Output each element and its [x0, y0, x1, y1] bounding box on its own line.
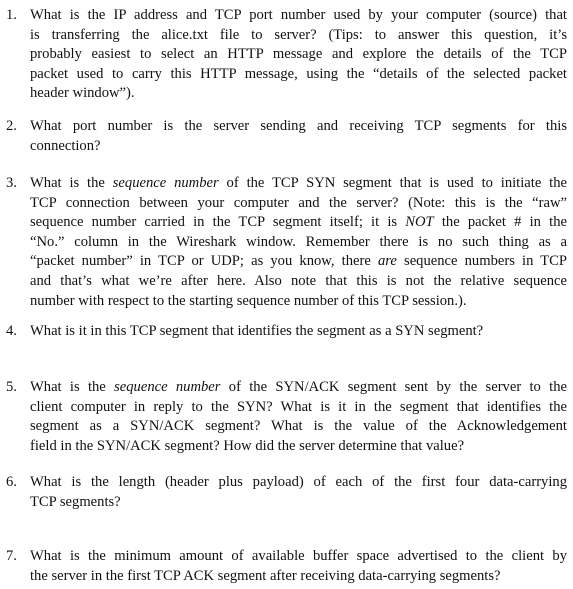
- question-text: [30, 117, 567, 156]
- text-run: What is the: [30, 379, 115, 395]
- question-number: 4.: [6, 323, 17, 339]
- question-line: What is the IP address and TCP port number used by your computer (source) that: [30, 7, 567, 23]
- question-text: [30, 547, 567, 586]
- emphasis-text: are: [377, 253, 397, 270]
- question-text: [30, 378, 567, 456]
- question-line: What is the length (header plus payload) of each of the first four data-carrying: [30, 474, 567, 490]
- question-text: [30, 322, 567, 342]
- question-line: “No.” column in the Wireshark window. Remember there is no such thing as a: [30, 233, 567, 250]
- question-number: 5.: [6, 379, 17, 395]
- text-run: of the TCP SYN segment that is used to initiate the: [218, 175, 567, 191]
- question-line: [30, 378, 567, 398]
- question-line: What port number is the server sending and receiving TCP segments for this: [30, 118, 567, 134]
- question-line: connection?: [30, 137, 101, 154]
- question-line: [30, 213, 567, 233]
- emphasis-text: sequence number: [112, 175, 219, 191]
- question-line: header window”).: [30, 85, 135, 102]
- question-line: packet used to carry this HTTP message, using the “details of the selected packet: [30, 65, 567, 82]
- question-number: 7.: [6, 548, 17, 564]
- emphasis-text: sequence number: [114, 379, 221, 395]
- text-run: “packet number” in TCP or UDP; as you know, there: [30, 253, 378, 270]
- question-text: [30, 174, 567, 311]
- question-number: 1.: [6, 7, 17, 23]
- question-line: field in the SYN/ACK segment? How did the server determine that value?: [30, 437, 465, 454]
- question-number: 3.: [6, 175, 17, 191]
- question-number: 2.: [6, 118, 17, 134]
- question-text: [30, 6, 567, 104]
- question-line: client computer in reply to the SYN? What is it in the segment that identifies the: [30, 398, 567, 415]
- question-line: segment as a SYN/ACK segment? What is the value of the Acknowledgement: [30, 418, 567, 435]
- question-line: is transferring the alice.txt file to server? (Tips: to answer this question, it’s: [30, 26, 567, 43]
- question-line: [30, 174, 567, 194]
- question-line: and that’s what we’re after here. Also note that this is not the relative sequence: [30, 272, 567, 289]
- text-run: sequence numbers in TCP: [396, 253, 567, 270]
- question-line: What is the minimum amount of available buffer space advertised to the client by: [30, 548, 567, 564]
- question-line: [30, 252, 567, 272]
- question-text: [30, 473, 567, 512]
- text-run: What is the: [30, 175, 113, 191]
- question-number: 6.: [6, 474, 17, 490]
- question-line: What is it in this TCP segment that identifies the segment as a SYN segment?: [30, 323, 484, 339]
- text-run: sequence number carried in the TCP segment itself; it is: [30, 214, 406, 231]
- text-run: of the SYN/ACK segment sent by the server to the: [220, 379, 567, 395]
- question-line: probably easiest to select an HTTP message and explore the details of the TCP: [30, 46, 567, 63]
- text-run: the packet # in the: [433, 214, 567, 231]
- emphasis-text: NOT: [405, 214, 434, 231]
- question-line: number with respect to the starting sequence number of this TCP session.).: [30, 292, 467, 309]
- question-line: TCP connection between your computer and the server? (Note: this is the “raw”: [30, 194, 567, 211]
- question-line: TCP segments?: [30, 493, 121, 510]
- question-line: the server in the first TCP ACK segment after receiving data-carrying segments?: [30, 567, 501, 584]
